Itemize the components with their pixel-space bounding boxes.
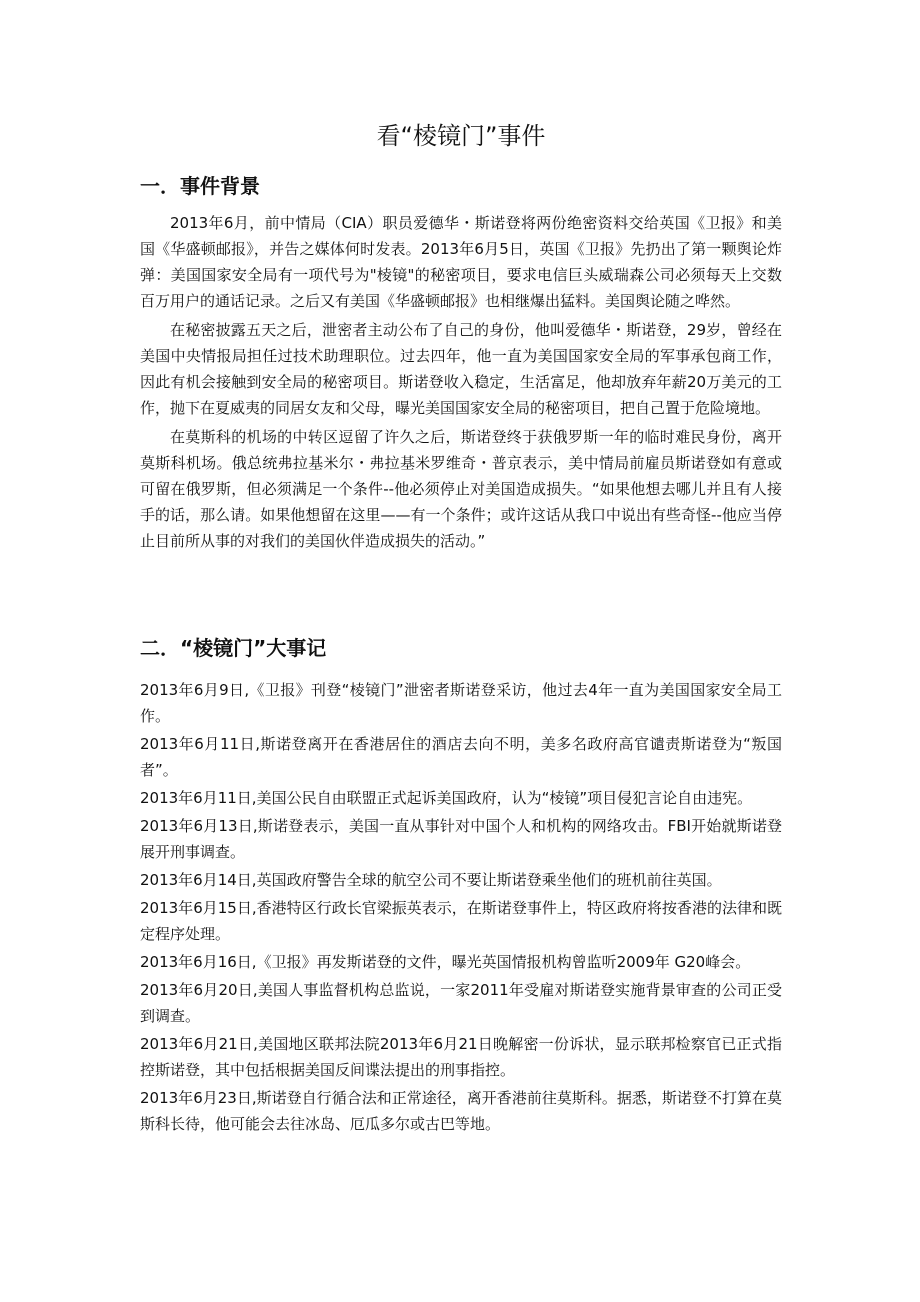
section-heading-chronology: 二．“棱镜门”大事记 [140,636,327,660]
paragraph: 在莫斯科的机场的中转区逗留了许久之后，斯诺登终于获俄罗斯一年的临时难民身份，离开莫斯科机场。俄总统弗拉基米尔・弗拉基米罗维奇・普京表示，美中情局前雇员斯诺登如有意或可留在俄罗斯，但必须满足一个条件--他必须停止对美国造成损失。“如果他想去哪儿并且有人接手的话，那么请。如果他想留在这里——有一个条件；或许这话从我口中说出有些奇怪--他应当停止目前所从事的对我们的美国伙伴造成损失的活动。” [140,428,782,550]
chronology-list [140,677,782,1139]
chronology-item: 2013年6月15日,香港特区行政长官梁振英表示，在斯诺登事件上，特区政府将按香港的法律和既定程序处理。 [140,899,782,943]
chronology-item: 2013年6月23日,斯诺登自行循合法和正常途径，离开香港前往莫斯科。据悉，斯诺登不打算在莫斯科长待，他可能会去往冰岛、厄瓜多尔或古巴等地。 [140,1089,782,1133]
background-paragraphs [140,210,782,557]
chronology-item: 2013年6月9日,《卫报》刊登“棱镜门”泄密者斯诺登采访，他过去4年一直为美国国家安全局工作。 [140,681,782,725]
section-heading-background: 一．事件背景 [140,174,260,198]
paragraph: 在秘密披露五天之后，泄密者主动公布了自己的身份，他叫爱德华・斯诺登，29岁，曾经在美国中央情报局担任过技术助理职位。过去四年，他一直为美国国家安全局的军事承包商工作，因此有机会接触到安全局的秘密项目。斯诺登收入稳定，生活富足，他却放弃年薪20万美元的工作，抛下在夏威夷的同居女友和父母，曝光美国国家安全局的秘密项目，把自己置于危险境地。 [140,321,782,417]
chronology-item: 2013年6月20日,美国人事监督机构总监说，一家2011年受雇对斯诺登实施背景审查的公司正受到调查。 [140,981,782,1025]
chronology-item: 2013年6月13日,斯诺登表示，美国一直从事针对中国个人和机构的网络攻击。FBI开始就斯诺登展开刑事调查。 [140,817,782,861]
chronology-item: 2013年6月11日,斯诺登离开在香港居住的酒店去向不明，美多名政府高官谴责斯诺登为“叛国者”。 [140,735,782,779]
chronology-item: 2013年6月16日,《卫报》再发斯诺登的文件，曝光英国情报机构曾监听2009年 G20峰会。 [140,953,751,971]
paragraph: 2013年6月，前中情局（CIA）职员爱德华・斯诺登将两份绝密资料交给英国《卫报》和美国《华盛顿邮报》，并告之媒体何时发表。2013年6月5日，英国《卫报》先扔出了第一颗舆论炸弹：美国国家安全局有一项代号为"棱镜"的秘密项目，要求电信巨头威瑞森公司必须每天上交数百万用户的通话记录。之后又有美国《华盛顿邮报》也相继爆出猛料。美国舆论随之哗然。 [140,214,782,310]
chronology-item: 2013年6月21日,美国地区联邦法院2013年6月21日晚解密一份诉状，显示联邦检察官已正式指控斯诺登，其中包括根据美国反间谍法提出的刑事指控。 [140,1035,782,1079]
chronology-item: 2013年6月14日,英国政府警告全球的航空公司不要让斯诺登乘坐他们的班机前往英国。 [140,871,722,889]
chronology-item: 2013年6月11日,美国公民自由联盟正式起诉美国政府，认为“棱镜”项目侵犯言论自由违宪。 [140,789,753,807]
document-title: 看“棱镜门”事件 [376,122,546,150]
